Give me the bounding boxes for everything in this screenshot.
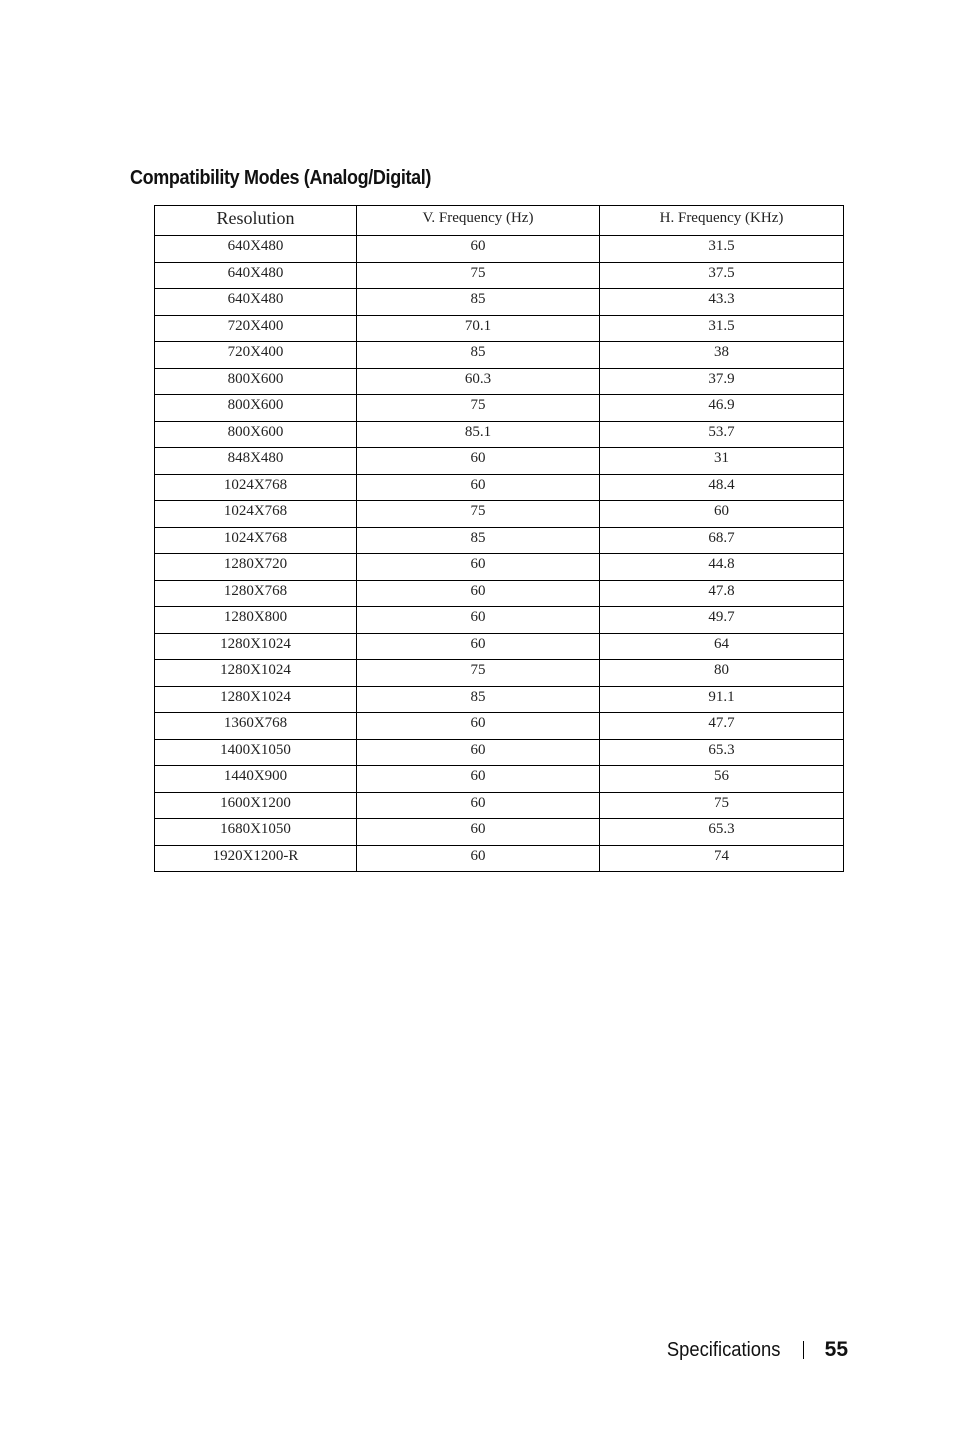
cell-v-frequency: 60 bbox=[357, 845, 600, 872]
cell-resolution: 1024X768 bbox=[155, 474, 357, 501]
cell-resolution: 720X400 bbox=[155, 342, 357, 369]
cell-v-frequency: 75 bbox=[357, 262, 600, 289]
cell-v-frequency: 60 bbox=[357, 819, 600, 846]
table-row bbox=[155, 368, 844, 395]
table-row bbox=[155, 342, 844, 369]
cell-resolution: 1600X1200 bbox=[155, 792, 357, 819]
cell-resolution: 1280X800 bbox=[155, 607, 357, 634]
table-row bbox=[155, 554, 844, 581]
table-header-row bbox=[155, 206, 844, 236]
cell-v-frequency: 60 bbox=[357, 236, 600, 263]
cell-resolution: 1920X1200-R bbox=[155, 845, 357, 872]
cell-h-frequency: 44.8 bbox=[600, 554, 844, 581]
table-row bbox=[155, 289, 844, 316]
cell-v-frequency: 60.3 bbox=[357, 368, 600, 395]
table-row bbox=[155, 448, 844, 475]
table-row bbox=[155, 421, 844, 448]
cell-h-frequency: 75 bbox=[600, 792, 844, 819]
cell-h-frequency: 37.5 bbox=[600, 262, 844, 289]
cell-resolution: 640X480 bbox=[155, 289, 357, 316]
page-number: 55 bbox=[824, 1338, 848, 1361]
header-v-frequency: V. Frequency (Hz) bbox=[357, 206, 600, 236]
cell-h-frequency: 64 bbox=[600, 633, 844, 660]
cell-h-frequency: 60 bbox=[600, 501, 844, 528]
cell-resolution: 1280X1024 bbox=[155, 686, 357, 713]
cell-v-frequency: 75 bbox=[357, 660, 600, 687]
cell-h-frequency: 65.3 bbox=[600, 739, 844, 766]
cell-resolution: 1280X720 bbox=[155, 554, 357, 581]
table-row bbox=[155, 580, 844, 607]
compatibility-modes-table bbox=[154, 205, 844, 872]
table-row bbox=[155, 633, 844, 660]
cell-v-frequency: 85 bbox=[357, 342, 600, 369]
table-row bbox=[155, 766, 844, 793]
cell-v-frequency: 85.1 bbox=[357, 421, 600, 448]
cell-v-frequency: 85 bbox=[357, 527, 600, 554]
table-row bbox=[155, 607, 844, 634]
cell-v-frequency: 60 bbox=[357, 448, 600, 475]
table-row bbox=[155, 236, 844, 263]
cell-resolution: 720X400 bbox=[155, 315, 357, 342]
cell-v-frequency: 70.1 bbox=[357, 315, 600, 342]
table-row bbox=[155, 819, 844, 846]
cell-h-frequency: 31.5 bbox=[600, 236, 844, 263]
cell-v-frequency: 60 bbox=[357, 739, 600, 766]
cell-resolution: 1680X1050 bbox=[155, 819, 357, 846]
cell-h-frequency: 43.3 bbox=[600, 289, 844, 316]
cell-v-frequency: 60 bbox=[357, 607, 600, 634]
cell-resolution: 1024X768 bbox=[155, 501, 357, 528]
page-footer bbox=[657, 1338, 848, 1362]
cell-resolution: 640X480 bbox=[155, 262, 357, 289]
cell-v-frequency: 85 bbox=[357, 289, 600, 316]
cell-h-frequency: 49.7 bbox=[600, 607, 844, 634]
cell-resolution: 640X480 bbox=[155, 236, 357, 263]
cell-v-frequency: 60 bbox=[357, 713, 600, 740]
cell-v-frequency: 75 bbox=[357, 395, 600, 422]
cell-h-frequency: 65.3 bbox=[600, 819, 844, 846]
cell-resolution: 1280X1024 bbox=[155, 660, 357, 687]
cell-resolution: 1280X768 bbox=[155, 580, 357, 607]
cell-h-frequency: 37.9 bbox=[600, 368, 844, 395]
table-body bbox=[155, 236, 844, 872]
table-row bbox=[155, 474, 844, 501]
cell-resolution: 1400X1050 bbox=[155, 739, 357, 766]
cell-resolution: 800X600 bbox=[155, 395, 357, 422]
cell-h-frequency: 38 bbox=[600, 342, 844, 369]
cell-h-frequency: 74 bbox=[600, 845, 844, 872]
header-resolution: Resolution bbox=[155, 206, 357, 236]
cell-h-frequency: 91.1 bbox=[600, 686, 844, 713]
table-row bbox=[155, 792, 844, 819]
cell-h-frequency: 48.4 bbox=[600, 474, 844, 501]
cell-resolution: 1360X768 bbox=[155, 713, 357, 740]
table-row bbox=[155, 262, 844, 289]
cell-v-frequency: 60 bbox=[357, 554, 600, 581]
cell-resolution: 1024X768 bbox=[155, 527, 357, 554]
cell-h-frequency: 80 bbox=[600, 660, 844, 687]
table-row bbox=[155, 527, 844, 554]
cell-h-frequency: 53.7 bbox=[600, 421, 844, 448]
cell-v-frequency: 85 bbox=[357, 686, 600, 713]
cell-h-frequency: 46.9 bbox=[600, 395, 844, 422]
table-row bbox=[155, 686, 844, 713]
cell-resolution: 1280X1024 bbox=[155, 633, 357, 660]
table-row bbox=[155, 395, 844, 422]
footer-separator bbox=[803, 1341, 804, 1359]
cell-resolution: 800X600 bbox=[155, 421, 357, 448]
cell-resolution: 800X600 bbox=[155, 368, 357, 395]
cell-v-frequency: 60 bbox=[357, 474, 600, 501]
cell-h-frequency: 31.5 bbox=[600, 315, 844, 342]
table-row bbox=[155, 739, 844, 766]
cell-resolution: 848X480 bbox=[155, 448, 357, 475]
cell-resolution: 1440X900 bbox=[155, 766, 357, 793]
cell-v-frequency: 60 bbox=[357, 792, 600, 819]
table-row bbox=[155, 713, 844, 740]
cell-v-frequency: 60 bbox=[357, 766, 600, 793]
footer-section-name: Specifications bbox=[667, 1338, 781, 1361]
cell-h-frequency: 31 bbox=[600, 448, 844, 475]
cell-v-frequency: 75 bbox=[357, 501, 600, 528]
cell-v-frequency: 60 bbox=[357, 633, 600, 660]
page-title: Compatibility Modes (Analog/Digital) bbox=[130, 167, 432, 189]
cell-h-frequency: 56 bbox=[600, 766, 844, 793]
table-row bbox=[155, 315, 844, 342]
table-row bbox=[155, 845, 844, 872]
cell-v-frequency: 60 bbox=[357, 580, 600, 607]
cell-h-frequency: 47.7 bbox=[600, 713, 844, 740]
cell-h-frequency: 68.7 bbox=[600, 527, 844, 554]
table-row bbox=[155, 501, 844, 528]
table-row bbox=[155, 660, 844, 687]
header-h-frequency: H. Frequency (KHz) bbox=[600, 206, 844, 236]
cell-h-frequency: 47.8 bbox=[600, 580, 844, 607]
